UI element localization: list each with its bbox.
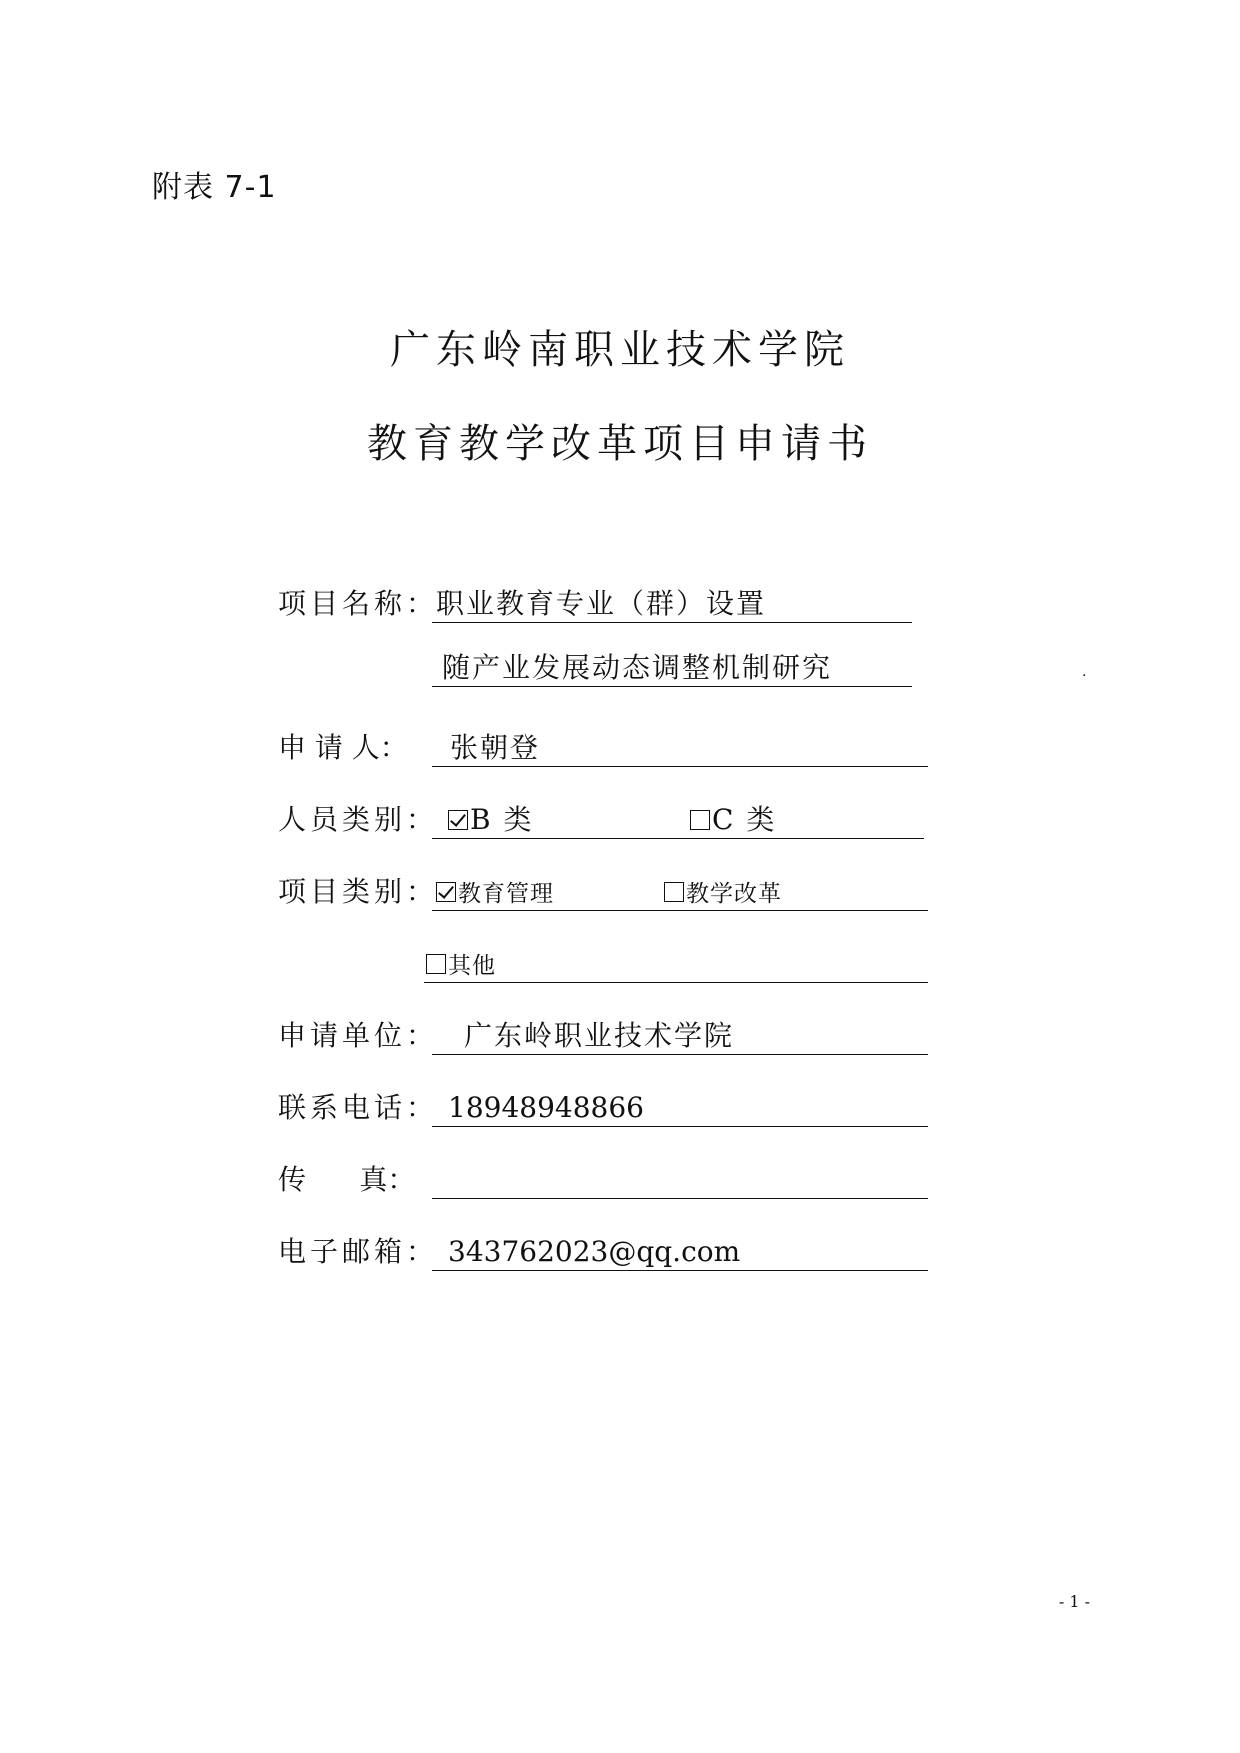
- unit-value: 广东岭职业技术学院: [464, 1019, 735, 1052]
- personnel-option-c-label: C 类: [712, 803, 777, 836]
- checkbox-unchecked-icon[interactable]: [426, 954, 446, 974]
- applicant-label: 申 请 人：: [278, 731, 408, 764]
- checkbox-unchecked-icon[interactable]: [690, 810, 710, 830]
- personnel-option-b-label: B 类: [470, 803, 534, 836]
- project-option-1[interactable]: [436, 876, 554, 912]
- project-name-value-2: 随产业发展动态调整机制研究: [442, 651, 833, 684]
- project-category-line-2: [424, 946, 928, 983]
- project-name-label: 项目名称：: [278, 587, 439, 620]
- project-option-2-label: 教学改革: [686, 881, 782, 907]
- applicant-value: 张朝登: [450, 731, 541, 764]
- fax-label: 传 真：: [278, 1163, 416, 1196]
- fax-field[interactable]: [432, 1162, 928, 1199]
- personnel-option-c[interactable]: [690, 802, 776, 838]
- email-label: 电子邮箱：: [278, 1235, 439, 1268]
- unit-label: 申请单位：: [278, 1019, 439, 1052]
- project-option-1-label: 教育管理: [458, 881, 554, 907]
- project-option-2[interactable]: [664, 876, 782, 912]
- email-value: 343762023@qq.com: [448, 1235, 741, 1268]
- stray-mark: .: [1082, 664, 1087, 680]
- phone-label: 联系电话：: [278, 1091, 439, 1124]
- phone-value: 18948948866: [448, 1091, 644, 1124]
- checkbox-checked-icon[interactable]: [436, 882, 456, 902]
- checkbox-unchecked-icon[interactable]: [664, 882, 684, 902]
- project-option-3-label: 其他: [448, 953, 496, 979]
- checkbox-checked-icon[interactable]: [448, 810, 468, 830]
- project-option-3[interactable]: [426, 948, 496, 984]
- page-number: - 1 -: [1058, 1592, 1090, 1611]
- personnel-category-label: 人员类别：: [278, 803, 439, 836]
- personnel-option-b[interactable]: [448, 802, 533, 838]
- document-title: 教育教学改革项目申请书: [367, 421, 873, 467]
- project-name-value-1: 职业教育专业（群）设置: [436, 587, 767, 620]
- project-category-label: 项目类别：: [278, 875, 439, 908]
- institution-title: 广东岭南职业技术学院: [390, 327, 850, 373]
- appendix-label: 附表 7-1: [152, 170, 277, 205]
